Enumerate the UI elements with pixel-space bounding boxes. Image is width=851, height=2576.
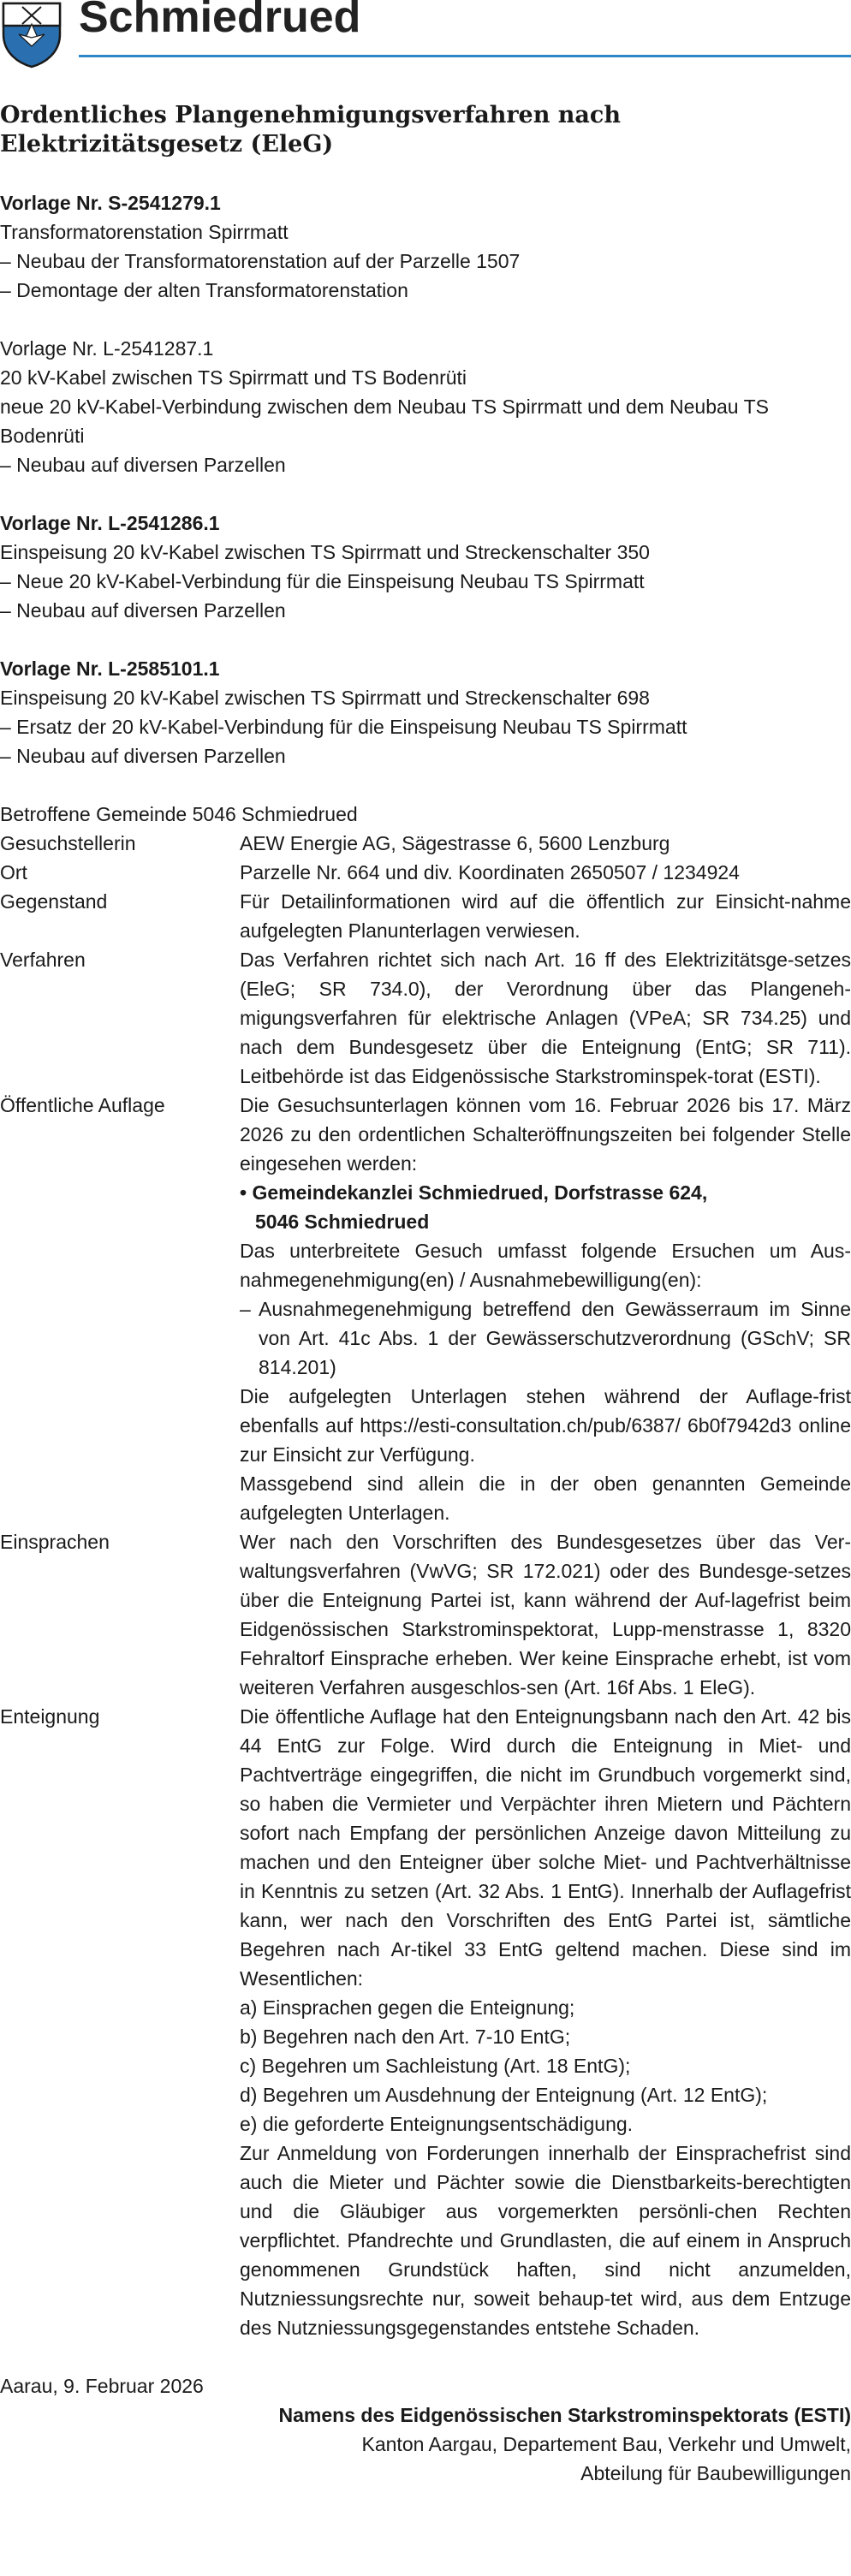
- vorlage-line: Einspeisung 20 kV-Kabel zwischen TS Spirrmatt und Streckenschalter 698: [0, 687, 650, 709]
- auflage-location-line: • Gemeindekanzlei Schmiedrued, Dorfstrasse 624,: [240, 1181, 708, 1204]
- vorlage-line: neue 20 kV-Kabel-Verbindung zwischen dem Neubau TS Spirrmatt und dem Neubau TS Bodenrüti: [0, 396, 769, 447]
- vorlage-block: [0, 509, 851, 625]
- field-label: Enteignung: [0, 1705, 100, 1728]
- field-label: Öffentliche Auflage: [0, 1094, 165, 1116]
- enteignung-item: a) Einsprachen gegen die Enteignung;: [240, 1996, 575, 2019]
- enteignung-item: e) die geforderte Enteignungsentschädigung.: [240, 2113, 634, 2135]
- page-header: [0, 0, 851, 70]
- vorlage-line: – Neue 20 kV-Kabel-Verbindung für die Einspeisung Neubau TS Spirrmatt: [0, 570, 645, 592]
- vorlage-line: Transformatorenstation Spirrmatt: [0, 221, 289, 243]
- vorlage-line: – Neubau auf diversen Parzellen: [0, 454, 286, 476]
- vorlage-line: – Neubau auf diversen Parzellen: [0, 745, 286, 767]
- notice-title-line: Elektrizitätsgesetz (EleG): [0, 131, 334, 158]
- notice-body: [0, 101, 851, 2488]
- place-date: Aarau, 9. Februar 2026: [0, 2375, 204, 2397]
- header-rule: [79, 55, 851, 57]
- vorlage-line: 20 kV-Kabel zwischen TS Spirrmatt und TS Bodenrüti: [0, 366, 467, 389]
- signature-department: Kanton Aargau, Departement Bau, Verkehr und Umwelt,: [361, 2433, 851, 2455]
- vorlage-block: [0, 334, 851, 479]
- enteignung-text: Die öffentliche Auflage hat den Enteignungsbann nach den Art. 42 bis 44 EntG zur Folge. Wird durch die Enteignung in Miet- und Pachtverträge eingegriffen, die nicht im Grundbuch vorgemerkt sind, so haben die Vermieter und Verpächter ihren Mietern und Pächtern sofort nach Empfang der persönlichen Anzeige davon Mitteilung zu machen und den Enteigner über solche Miet- und Pachtverhältnisse in Kenntnis zu setzen (Art. 32 Abs. 1 EntG). Innerhalb der Auflagefrist kann, wer nach den Vorschriften des EntG Partei ist, sämtliche Begehren nach Ar-tikel 33 EntG geltend machen. Diese sind im Wesentlichen:: [240, 1705, 851, 1990]
- field-value: Für Detailinformationen wird auf die öffentlich zur Einsicht-nahme aufgelegten Planunterlagen verwiesen.: [240, 890, 851, 942]
- vorlage-line: Einspeisung 20 kV-Kabel zwischen TS Spirrmatt und Streckenschalter 350: [0, 541, 650, 563]
- auflage-location-line: 5046 Schmiedrued: [255, 1211, 430, 1233]
- auflage-massgebend: Massgebend sind allein die in der oben genannten Gemeinde aufgelegten Unterlagen.: [240, 1472, 851, 1524]
- enteignung-item: d) Begehren um Ausdehnung der Enteignung (Art. 12 EntG);: [240, 2084, 768, 2106]
- field-value: AEW Energie AG, Sägestrasse 6, 5600 Lenzburg: [240, 832, 670, 854]
- vorlage-number: Vorlage Nr. L-2541287.1: [0, 337, 214, 360]
- field-value: [240, 1702, 851, 2342]
- notice-title: [0, 101, 851, 159]
- dash-mark: –: [240, 1298, 251, 1320]
- vorlage-number: Vorlage Nr. L-2541286.1: [0, 512, 220, 534]
- auflage-dash-item: [240, 1294, 851, 1382]
- field-label: Einsprachen: [0, 1531, 110, 1553]
- auflage-ersuchen: Das unterbreitete Gesuch umfasst folgende Ersuchen um Aus-nahmegenehmigung(en) / Ausnahmebewilligung(en):: [240, 1240, 851, 1291]
- field-row-gegenstand: [0, 887, 851, 945]
- field-label: Verfahren: [0, 949, 86, 971]
- auflage-intro: Die Gesuchsunterlagen können vom 16. Februar 2026 bis 17. März 2026 zu den ordentlichen Schalteröffnungszeiten bei folgender Stelle eingesehen werden:: [240, 1094, 851, 1175]
- town-name: Schmiedrued: [79, 0, 361, 42]
- signature-division: Abteilung für Baubewilligungen: [580, 2462, 851, 2484]
- field-row-oeffentliche-auflage: [0, 1091, 851, 1527]
- vorlage-number: Vorlage Nr. S-2541279.1: [0, 192, 221, 214]
- field-value: Das Verfahren richtet sich nach Art. 16 ff des Elektrizitätsge-setzes (EleG; SR 734.0), der Verordnung über das Plangeneh-migungsverfahren für elektrische Anlagen (VPeA; SR 734.25) und nach dem Bundesgesetz über die Enteignung (EntG; SR 711). Leitbehörde ist das Eidgenössische Starkstrominspek-torat (ESTI).: [240, 949, 851, 1087]
- auflage-location: [240, 1178, 851, 1236]
- field-row-ort: [0, 858, 851, 887]
- vorlage-block: [0, 188, 851, 305]
- dash-text: Ausnahmegenehmigung betreffend den Gewässerraum im Sinne von Art. 41c Abs. 1 der Gewässerschutzverordnung (GSchV; SR 814.201): [259, 1298, 851, 1378]
- notice-footer: [0, 2371, 851, 2488]
- auflage-frist: Die aufgelegten Unterlagen stehen während der Auflage-frist ebenfalls auf https://esti-consultation.ch/pub/6387/ 6b0f7942d3 online zur Einsicht zur Verfügung.: [240, 1385, 851, 1466]
- field-label: Ort: [0, 861, 27, 883]
- field-row-gesuchstellerin: [0, 829, 851, 858]
- vorlage-line: – Neubau der Transformatorenstation auf der Parzelle 1507: [0, 250, 521, 272]
- vorlage-line: – Ersatz der 20 kV-Kabel-Verbindung für die Einspeisung Neubau TS Spirrmatt: [0, 716, 687, 738]
- field-value: Parzelle Nr. 664 und div. Koordinaten 2650507 / 1234924: [240, 861, 740, 883]
- field-value: Wer nach den Vorschriften des Bundesgesetzes über das Ver-waltungsverfahren (VwVG; SR 172.021) oder des Bundesge-setzes über die Enteignung Partei ist, kann während der Auf-lagefrist beim Eidgenössischen Starkstrominspektorat, Lupp-menstrasse 1, 8320 Fehraltorf Einsprache erheben. Wer keine Einsprache erhebt, ist vom weiteren Verfahren ausgeschlos-sen (Art. 16f Abs. 1 EleG).: [240, 1531, 851, 1698]
- notice-title-line: Ordentliches Plangenehmigungsverfahren nach: [0, 102, 621, 128]
- enteignung-item: c) Begehren um Sachleistung (Art. 18 EntG);: [240, 2055, 631, 2077]
- vorlage-line: – Neubau auf diversen Parzellen: [0, 599, 286, 622]
- field-row-enteignung: [0, 1702, 851, 2342]
- coat-of-arms-icon: [0, 0, 63, 68]
- field-row-einsprachen: [0, 1527, 851, 1702]
- enteignung-item: b) Begehren nach den Art. 7-10 EntG;: [240, 2026, 571, 2048]
- field-label: Gesuchstellerin: [0, 832, 136, 854]
- vorlage-number: Vorlage Nr. L-2585101.1: [0, 657, 220, 680]
- vorlage-line: – Demontage der alten Transformatorenstation: [0, 279, 408, 301]
- signature-authority: Namens des Eidgenössischen Starkstrominspektorats (ESTI): [278, 2404, 851, 2426]
- affected-commune: Betroffene Gemeinde 5046 Schmiedrued: [0, 803, 358, 825]
- field-value: [240, 1091, 851, 1527]
- vorlage-block: [0, 654, 851, 770]
- field-label: Gegenstand: [0, 890, 108, 913]
- enteignung-anmeldung: Zur Anmeldung von Forderungen innerhalb der Einsprachefrist sind auch die Mieter und Pächter sowie die Dienstbarkeits-berechtigten und die Gläubiger aus vorgemerkten persönli-chen Rechten verpflichtet. Pfandrechte und Grundlasten, die auf einem in Anspruch genommenen Grundstück haften, sind nicht anzumelden, Nutzniessungsrechte nur, soweit behaup-tet wird, aus dem Entzuge des Nutzniessungsgegenstandes entstehe Schaden.: [240, 2142, 851, 2339]
- field-row-verfahren: [0, 945, 851, 1091]
